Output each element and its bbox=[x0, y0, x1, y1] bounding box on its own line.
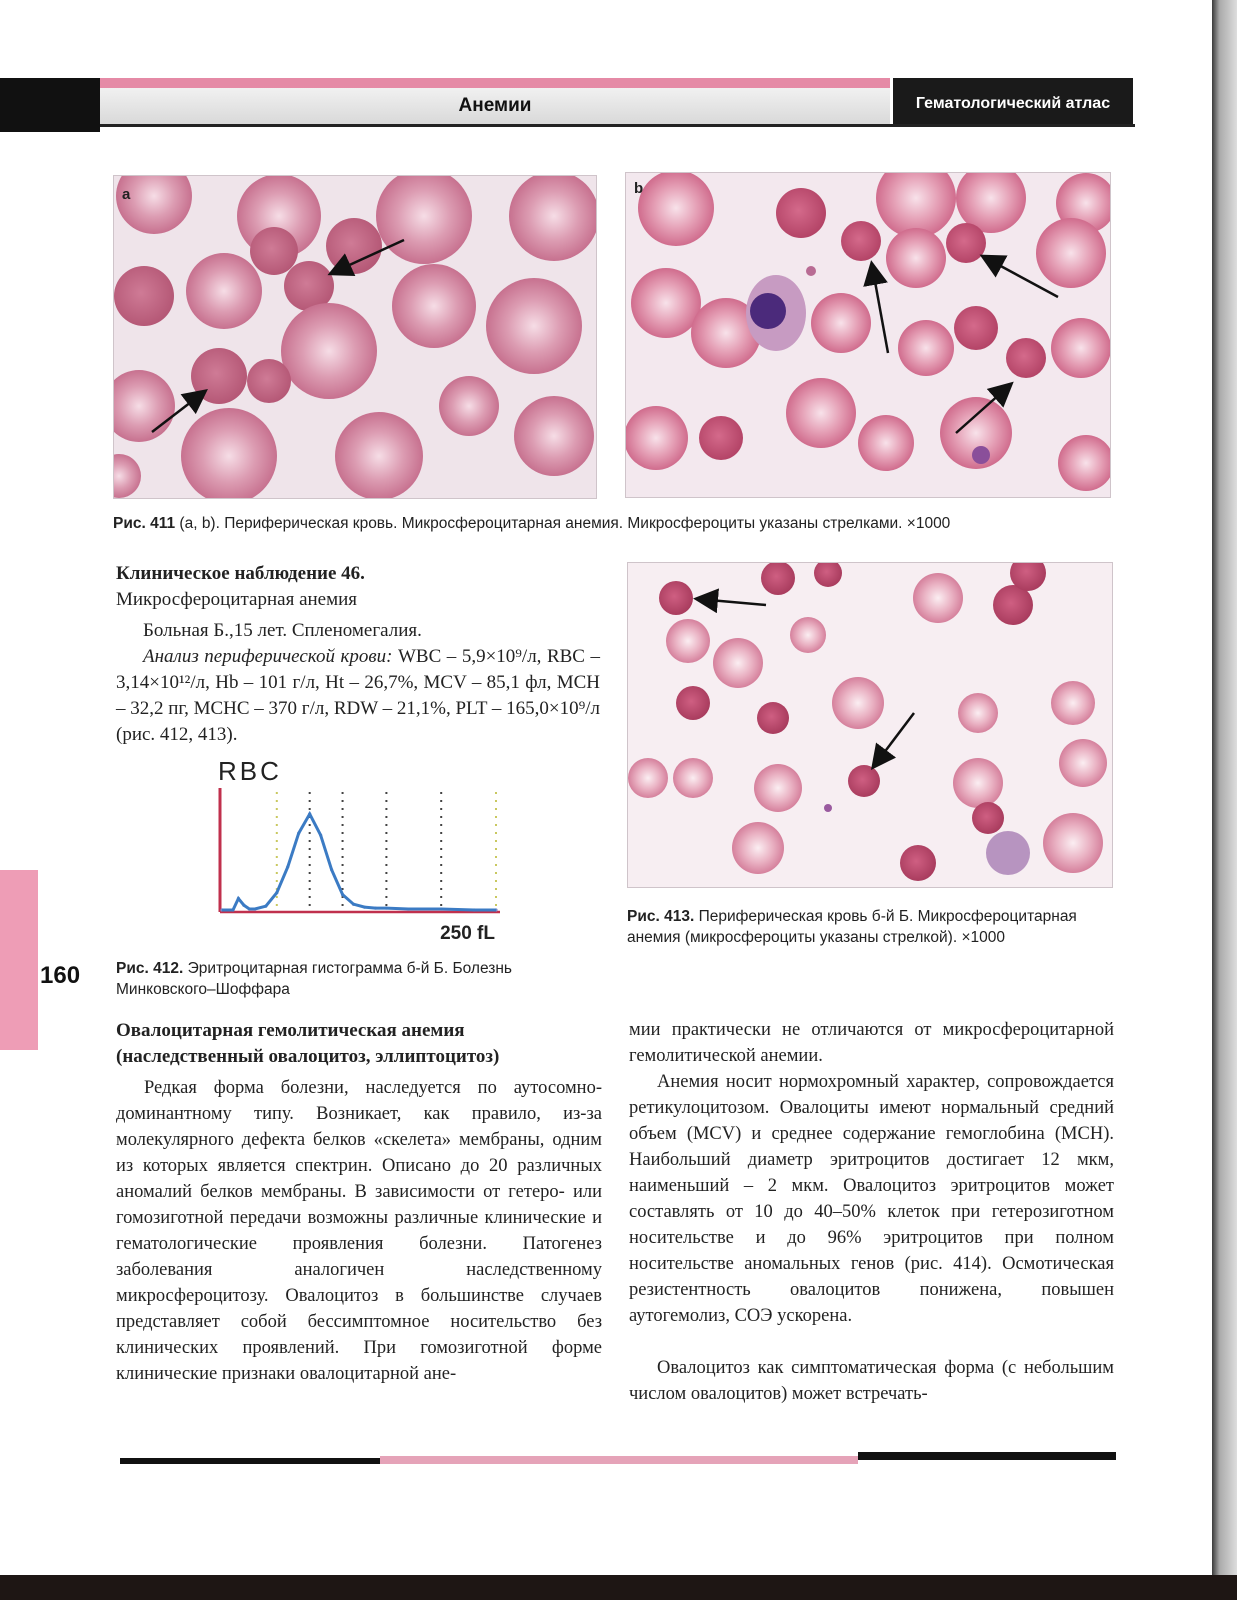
header-pink-stripe bbox=[100, 78, 890, 88]
header-rule bbox=[100, 124, 1135, 127]
footer-rule-middle bbox=[380, 1456, 858, 1464]
section2-right-paragraph-1: мии практически не отличаются от микросфероцитарной гемолитической анемии. bbox=[629, 1020, 1114, 1066]
page-side-tab bbox=[0, 870, 38, 1050]
case-subtitle: Микросфероцитарная анемия bbox=[116, 589, 358, 610]
figure-412-text: Эритроцитарная гистограмма б-й Б. Болезнь Минковского–Шоффара bbox=[116, 960, 512, 998]
section2-title-line1: Овалоцитарная гемолитическая анемия bbox=[116, 1020, 465, 1041]
micrograph-411a bbox=[113, 175, 597, 499]
panel-label-b: b bbox=[634, 180, 644, 197]
section2-right-paragraph-2: Анемия носит нормохромный характер, сопровождается ретикулоцитозом. Овалоциты имеют нормальный средний объем (MCV) и среднее содержание гемоглобина (MCH). Наибольший диаметр эритроцитов достигает 12 мкм, наименьший – 2 мкм. Овалоцитоз эритроцитов может составлять от 10 до 40–50% клеток при гетерозиготном носительстве и до 96% эритроцитов при полном носительстве аномальных генов (рис. 414). Осмотическая резистентность овалоцитов понижена, повышен аутогемолиз, СОЭ ускорена. bbox=[629, 1072, 1114, 1326]
figure-411-text: (a, b). Периферическая кровь. Микросфероцитарная анемия. Микросфероциты указаны стрелками. ×1000 bbox=[179, 515, 951, 532]
chart-x-label: 250 fL bbox=[440, 923, 495, 944]
panel-label-a: a bbox=[122, 186, 131, 203]
footer-rule-right bbox=[858, 1452, 1116, 1460]
figure-413-label: Рис. 413. bbox=[627, 908, 695, 925]
footer-rule-left bbox=[120, 1458, 380, 1464]
case-analysis bbox=[116, 644, 600, 748]
figure-411-label: Рис. 411 bbox=[113, 515, 176, 532]
page-edge-shadow bbox=[1212, 0, 1237, 1600]
book-title: Гематологический атлас bbox=[893, 78, 1133, 126]
section2-right-paragraph-3: Овалоцитоз как симптоматическая форма (с небольшим числом овалоцитов) может встречать- bbox=[629, 1358, 1114, 1404]
case-analysis-values: WBC – 5,9×10⁹/л, RBC – 3,14×10¹²/л, Hb – 101 г/л, Ht – 26,7%, MCV – 85,1 фл, MCH – 32,2 пг, MCHC – 370 г/л, RDW – 21,1%, PLT – 165,0×10⁹/л (рис. 412, 413). bbox=[116, 646, 600, 745]
section2-left-paragraph: Редкая форма болезни, наследуется по аутосомно-доминантному типу. Возникает, как правило, из-за молекулярного дефекта белков «скелета» мембраны, одним из которых является спектрин. Описано до 20 различных аномалий белков мембраны. В зависимости от гетеро- или гомозиготной передачи возможны различные клинические и гематологические проявления болезни. Патогенез заболевания аналогичен наследственному микросфероцитозу. Овалоцитоз в большинстве случаев представляет собой бессимптомное носительство без клинических проявлений. При гомозиготной форме клинические признаки овалоцитарной ане- bbox=[116, 1078, 602, 1384]
micrograph-413 bbox=[627, 562, 1113, 888]
case-analysis-label: Анализ периферической крови: bbox=[143, 646, 393, 667]
micrograph-411b bbox=[625, 172, 1111, 498]
figure-413-text: Периферическая кровь б-й Б. Микросфероцитарная анемия (микросфероциты указаны стрелкой). ×1000 bbox=[627, 908, 1077, 946]
section-title: Анемии bbox=[458, 95, 532, 116]
figure-411-caption bbox=[113, 513, 1113, 534]
header-left-bar bbox=[0, 78, 100, 132]
case-title: Клиническое наблюдение 46. bbox=[116, 563, 365, 584]
figure-412-caption bbox=[116, 958, 606, 1000]
rbc-histogram bbox=[210, 752, 510, 947]
section2-title-line2: (наследственный овалоцитоз, эллиптоцитоз) bbox=[116, 1046, 500, 1067]
chart-series-line bbox=[222, 814, 496, 910]
figure-412-label: Рис. 412. bbox=[116, 960, 184, 977]
chart-title: RBC bbox=[218, 756, 282, 786]
case-patient: Больная Б.,15 лет. Спленомегалия. bbox=[143, 620, 422, 641]
figure-413-caption bbox=[627, 906, 1113, 948]
page-number: 160 bbox=[40, 962, 81, 989]
scan-bottom-edge bbox=[0, 1575, 1237, 1600]
